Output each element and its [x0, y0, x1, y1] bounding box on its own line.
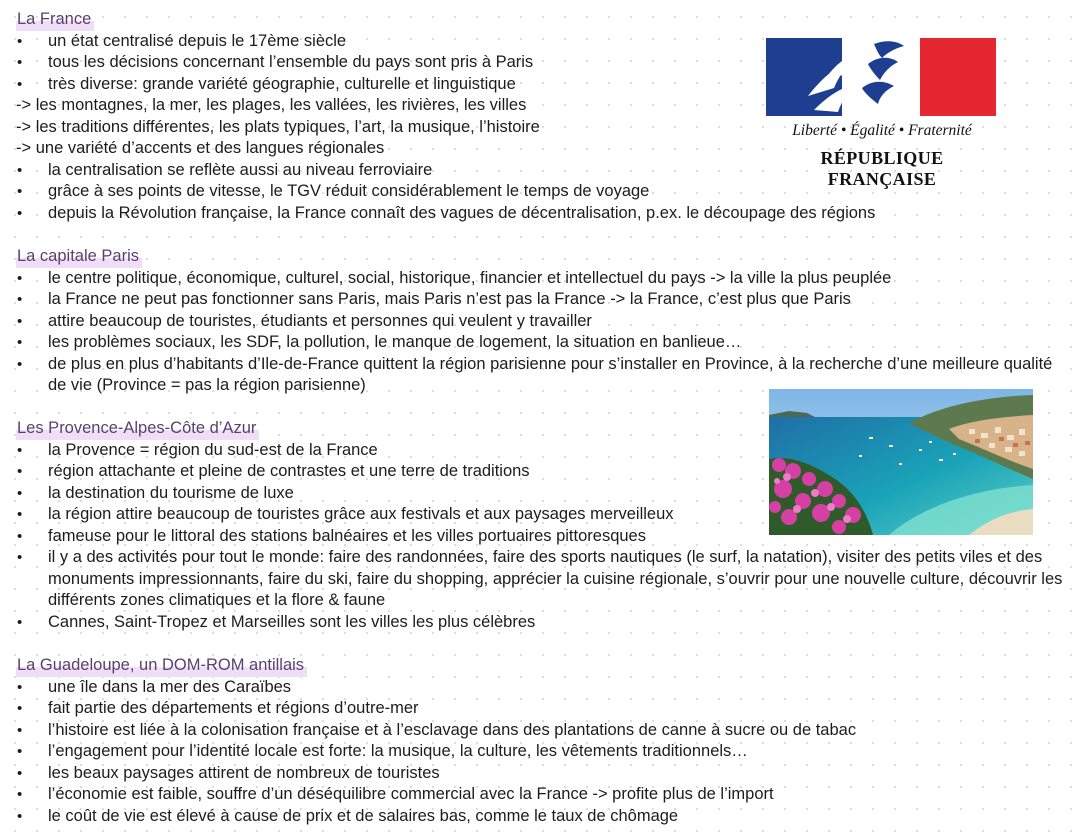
- list-item: • le centre politique, économique, culturel, social, historique, financier et intellectuel du pays -> la ville la plus peuplée: [16, 268, 1070, 290]
- list-item: • Cannes, Saint-Tropez et Marseilles sont les villes les plus célèbres: [16, 612, 1070, 634]
- list-item: • les problèmes sociaux, les SDF, la pollution, le manque de logement, la situation en banlieue…: [16, 332, 1070, 354]
- list-item: • attire beaucoup de touristes, étudiants et personnes qui veulent y travailler: [16, 311, 1070, 333]
- list-item: • l’histoire est liée à la colonisation française et à l’esclavage dans des plantations de canne à sucre ou de tabac: [16, 720, 1070, 742]
- list-item: • la région attire beaucoup de touristes grâce aux festivals et aux paysages merveilleux: [16, 504, 1070, 526]
- list-item: • le coût de vie est élevé à cause de prix et de salaires bas, comme le taux de chômage: [16, 806, 1070, 828]
- list-item: • les beaux paysages attirent de nombreux de touristes: [16, 763, 1070, 785]
- list-item: • depuis la Révolution française, la France connaît des vagues de décentralisation, p.ex. le découpage des régions: [16, 203, 1070, 225]
- list-item: • il y a des activités pour tout le monde: faire des randonnées, faire des sports nautiques (le surf, la natation), visiter des petits viles et des monuments impressionnants, faire du ski, faire du shopping, apprécier la cuisine régionale, s’ouvrir pour une nouvelle culture, découvrir les différents zones climatiques et la flore & faune: [16, 547, 1070, 612]
- section-title: Les Provence-Alpes-Côte d’Azur: [16, 418, 259, 440]
- cote-dazur-photo: [769, 389, 1033, 535]
- list-item: • la Provence = région du sud-est de la France: [16, 440, 1070, 462]
- arrow-item: -> une variété d’accents et des langues régionales: [16, 139, 385, 157]
- republic-name: RÉPUBLIQUE FRANÇAISE: [820, 148, 944, 189]
- list-item: • de plus en plus d’habitants d’Ile-de-France quittent la région parisienne pour s’installer en Province, à la recherche d’une meilleure qualité de vie (Province = pas la région parisienne): [16, 354, 1068, 397]
- list-item: • la France ne peut pas fonctionner sans Paris, mais Paris n’est pas la France -> la France, c’est plus que Paris: [16, 289, 1070, 311]
- list-item: • l’économie est faible, souffre d’un déséquilibre commercial avec la France -> profite plus de l’import: [16, 784, 1070, 806]
- section-title: La France: [16, 9, 94, 31]
- list-item: • un état centralisé depuis le 17ème siècle: [16, 31, 1070, 53]
- coast-landscape-image: [769, 389, 1033, 535]
- list-item: • l’engagement pour l’identité locale est forte: la musique, la culture, les vêtements traditionnels…: [16, 741, 1070, 763]
- list-item: • fait partie des départements et régions d’outre-mer: [16, 698, 1070, 720]
- list-item: • grâce à ses points de vitesse, le TGV réduit considérablement le temps de voyage: [16, 181, 1070, 203]
- list-item: • très diverse: grande variété géographie, culturelle et linguistique: [16, 74, 1070, 96]
- list-item: • région attachante et pleine de contrastes et une terre de traditions: [16, 461, 1070, 483]
- section-title: La capitale Paris: [16, 246, 142, 268]
- list-item: • une île dans la mer des Caraïbes: [16, 677, 1070, 699]
- list-item: • la destination du tourisme de luxe: [16, 483, 1070, 505]
- republique-francaise-logo: [764, 38, 1000, 189]
- list-item: • tous les décisions concernant l’ensemble du pays sont pris à Paris: [16, 52, 1070, 74]
- section-paris: [16, 246, 1070, 397]
- marianne-icon: [804, 38, 934, 116]
- list-item: • fameuse pour le littoral des stations balnéaires et les villes portuaires pittoresques: [16, 526, 1070, 548]
- arrow-item: -> les traditions différentes, les plats typiques, l’art, la musique, l’histoire: [16, 117, 540, 136]
- republic-motto: Liberté • Égalité • Fraternité: [792, 122, 972, 139]
- list-item: • la centralisation se reflète aussi au niveau ferroviaire: [16, 160, 1070, 182]
- section-title: La Guadeloupe, un DOM-ROM antillais: [16, 655, 307, 677]
- arrow-item: -> les montagnes, la mer, les plages, les vallées, les rivières, les villes: [16, 96, 527, 114]
- section-guadeloupe: [16, 655, 1070, 827]
